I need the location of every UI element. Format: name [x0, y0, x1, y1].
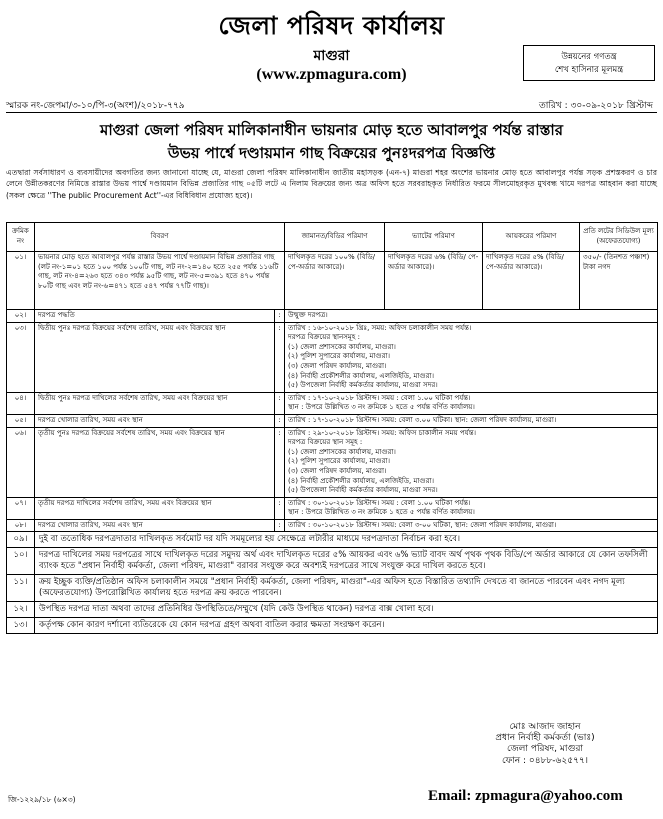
signatory-name: মোঃ আজাদ জাহান	[509, 722, 581, 732]
note-text: ক্রয় ইচ্ছুক ব্যক্তি/প্রতিষ্ঠান অফিস চলাকালীন সময়ে "প্রধান নির্বাহী কর্মকর্তা, জেলা পরিষদ, মাগুরা"-এর অফিস হতে বিস্তারিত তথ্যাদি দেখতে বা জানতে পারবেন এবং নগদ মূল্য (অফেরতযোগ্য) উপরোল্লিখিত কার্যালয় হতে দরপত্র ক্রয় করতে পারবেন।	[35, 575, 658, 602]
col-header-description: বিবরণ	[35, 223, 285, 252]
row-serial: ০৮।	[7, 519, 35, 532]
row-colon: :	[275, 322, 285, 392]
note-text: দুই বা ততোধিক দরপত্রদাতার দাখিলকৃত সর্বমোট দর যদি সমমূল্যের হয় সেক্ষেত্রে লটারীর মাধ্যমে দরপত্রদাতা নির্বাচন করা হবে।	[35, 532, 658, 548]
note-serial: ১৩।	[7, 618, 35, 634]
table-row	[7, 414, 658, 427]
intro-paragraph: এতদ্বারা সর্বসাধারণ ও ব্যবসায়ীদের অবগতির জন্য জানানো যাচ্ছে যে, মাগুরা জেলা পরিষদ মালিকানাধীন জাতীয় মহাসড়ক (এন-৭) মাগুরা শহর অংশের ভায়নার মোড় হতে আবালপুর পর্যন্ত সড়ক প্রশস্তকরণ ও চার লেনে উন্নীতকরণের নিমিত্তে রাস্তার উভয় পার্শ্বে দণ্ডায়মান বিভিন্ন প্রজাতির গাছ ০৫টি লটে এ নিলাম বিক্রয়ের জন্য অত্র অফিস হতে সরবরাহকৃত নির্ধারিত ফরমে সীলমোহরকৃত মুখবন্ধ খামে দরপত্র আহবান করা যাচ্ছে (সকল ক্ষেত্রে ''The public Procurement Act''-এর বিধিবিধান প্রযোজ্য হবে)।	[6, 168, 657, 200]
headline-line-1: মাগুরা জেলা পরিষদ মালিকানাধীন ভায়নার মোড় হতে আবালপুর পর্যন্ত রাস্তার	[100, 121, 563, 139]
row-value: তারিখ : ১৭-১০-২০১৮ খ্রিস্টাব্দ। সময়: বেলা ৩.০০ ঘটিকা। স্থান: জেলা পরিষদ কার্যালয়, মাগুরা।	[285, 414, 658, 427]
row-colon: :	[275, 519, 285, 532]
row-value: তারিখ : ১৬-১০-২০১৮ খ্রিঃ, সময়: অফিস চলাকালীন সময় পর্যন্ত। দরপত্র বিক্রয়ের স্থানসমূহ : (১) জেলা প্রশাসকের কার্যালয়, মাগুরা। (২) পুলিশ সুপারের কার্যালয়, মাগুরা। (৩) জেলা পরিষদ কার্যালয়, মাগুরা। (৪) নির্বাহী প্রকৌশলীর কার্যালয়, এলজিইডি, মাগুরা। (৫) উপজেলা নির্বাহী কর্মকর্তার কার্যালয়, মাগুরা সদর।	[285, 322, 658, 392]
col-header-tax: আয়করের পরিমাণ	[483, 223, 580, 252]
row-colon: :	[275, 414, 285, 427]
note-row	[7, 602, 658, 618]
row-description: ভায়নার মোড় হতে আবালপুর পর্যন্ত রাস্তার উভয় পার্শ্বে দণ্ডায়মান বিভিন্ন প্রজাতির গাছ (লট নং-১=০১ হতে ১০০ পর্যন্ত ১০০টি গাছ, লট নং-২=১৪০ হতে ২৫৫ পর্যন্ত ১১৬টি গাছ, লট নং-৪=২৬৩ হতে ৩৪৩ পর্যন্ত ৯৫টি গাছ, লট নং-৫=৩৯১ হতে ৪৭০ পর্যন্ত ৮০টি গাছ এবং লট নং-৬=৪৭১ হতে ৫৪৭ পর্যন্ত ৭৭টি গাছ)।	[35, 252, 285, 310]
row-value: তারিখ : ৩০-১০-২০১৮ খ্রিস্টাব্দ। সময়: বেলা ৩-০০ ঘটিকা, স্থান: জেলা পরিষদ কার্যালয়, মাগুরা।	[285, 519, 658, 532]
publication-code: জি-১২২৯/১৮ (৬×৩)	[8, 795, 76, 804]
note-row	[7, 575, 658, 602]
row-label: তৃতীয় পুনঃ দরপত্র বিক্রয়ের সর্বশেষ তারিখ, সময় এবং বিক্রয়ের স্থান	[35, 427, 275, 497]
note-serial: ১০।	[7, 548, 35, 575]
col-header-vat: ভ্যাটের পরিমাণ	[385, 223, 483, 252]
note-text: কর্তৃপক্ষ কোন কারণ দর্শানো ব্যতিরেকে যে কোন দরপত্র গ্রহণ অথবা বাতিল করার ক্ষমতা সংরক্ষণ করেন।	[35, 618, 658, 634]
signature-block	[445, 722, 645, 767]
signatory-designation: প্রধান নির্বাহী কর্মকর্তা (ভাঃ)	[495, 733, 595, 744]
note-serial: ১১।	[7, 575, 35, 602]
table-header-row	[7, 223, 658, 252]
note-row	[7, 532, 658, 548]
row-label: দরপত্র পদ্ধতি	[35, 310, 275, 323]
row-label: তৃতীয় দরপত্র দাখিলের সর্বশেষ তারিখ, সময় এবং বিক্রয়ের স্থান	[35, 497, 275, 519]
row-value: তারিখ : ২৯-১০-২০১৮ খ্রিস্টাব্দ। সময়: অফিস চাকালীন সময় পর্যন্ত। দরপত্র বিক্রয়ের স্থান সমূহ : (১) জেলা প্রশাসকের কার্যালয়, মাগুরা। (২) পুলিশ সুপারের কার্যালয়, মাগুরা। (৩) জেলা পরিষদ কার্যালয়, মাগুরা। (৪) নির্বাহী প্রকৌশলীর কার্যালয়, এলজিইডি, মাগুরা। (৫) উপজেলা নির্বাহী কর্মকর্তার কার্যালয়, মাগুরা সদর।	[285, 427, 658, 497]
note-text: উপস্থিত দরপত্র দাতা অথবা তাদের প্রতিনিধির উপস্থিতিতে/সম্মুখে (যদি কেউ উপস্থিত থাকেন) দরপত্র বাক্স খোলা হবে।	[35, 602, 658, 618]
row-value: তারিখ : ৩০-১০-২০১৮ খ্রিস্টাব্দ। সময় : বেলা ১.০০ ঘটিকা পর্যন্ত। স্থান : উপরে উল্লিখিত ৩ নং ক্রমিকে ১ হতে ৫ পর্যন্ত বর্ণিত কার্যালয়।	[285, 497, 658, 519]
table-row	[7, 392, 658, 414]
col-header-schedule-fee: প্রতি লটের সিডিউল মূল্য (অফেরতযোগ্য)	[580, 223, 658, 252]
table-row	[7, 519, 658, 532]
row-colon: :	[275, 427, 285, 497]
slogan-line-1: উন্নয়নের গণতন্ত্র	[561, 52, 617, 62]
note-serial: ১২।	[7, 602, 35, 618]
row-deposit: দাখিলকৃত দরের ১০০% (বিডি/পে-অর্ডার আকারে)।	[285, 252, 385, 310]
slogan-box	[523, 45, 655, 81]
row-label: দ্বিতীয় পুনঃ দরপত্র দাখিলের সর্বশেষ তারিখ, সময় এবং বিক্রয়ের স্থান	[35, 392, 275, 414]
headline-line-2: উভয় পার্শ্বে দণ্ডায়মান গাছ বিক্রয়ের পুনঃদরপত্র বিজ্ঞপ্তি	[167, 144, 496, 162]
memo-number: স্মারক নং-জেপমা/৩-১০/পি-৩(অংশ)/২০১৮-৭৭৯	[6, 101, 185, 111]
website-text[interactable]: (www.zpmagura.com)	[256, 66, 407, 83]
tender-table	[6, 222, 658, 634]
row-value: উন্মুক্ত দরপত্র।	[285, 310, 658, 323]
row-label: দ্বিতীয় পুনঃ দরপত্র বিক্রয়ের সর্বশেষ তারিখ, সময় এবং বিক্রয়ের স্থান	[35, 322, 275, 392]
table-row	[7, 252, 658, 310]
contact-email[interactable]: Email: zpmagura@yahoo.com	[428, 788, 623, 804]
row-colon: :	[275, 392, 285, 414]
row-serial: ০২।	[7, 310, 35, 323]
row-serial: ০৫।	[7, 414, 35, 427]
office-title: জেলা পরিষদ কার্যালয়	[218, 11, 445, 40]
row-serial: ০৩।	[7, 322, 35, 392]
table-row	[7, 427, 658, 497]
note-row	[7, 548, 658, 575]
table-row	[7, 310, 658, 323]
col-header-serial: ক্রমিক নং	[7, 223, 35, 252]
slogan-line-2: শেখ হাসিনার মূলমন্ত্র	[554, 65, 624, 75]
row-serial: ০৬।	[7, 427, 35, 497]
row-label: দরপত্র খোলার তারিখ, সময় এবং স্থান	[35, 519, 275, 532]
table-row	[7, 497, 658, 519]
row-vat: দাখিলকৃত দরের ৬% (বিডি/ পে-অর্ডার আকারে)।	[385, 252, 483, 310]
row-colon: :	[275, 310, 285, 323]
notice-date: তারিখ : ৩০-০৯-২০১৮ খ্রিস্টাব্দ	[538, 101, 653, 111]
row-colon: :	[275, 497, 285, 519]
col-header-deposit: জামানত/বিডির পরিমাণ	[285, 223, 385, 252]
signatory-office: জেলা পরিষদ, মাগুরা	[506, 744, 584, 755]
row-label: দরপত্র খোলার তারিখ, সময় এবং স্থান	[35, 414, 275, 427]
note-row	[7, 618, 658, 634]
row-serial: ০৪।	[7, 392, 35, 414]
row-tax: দাখিলকৃত দরের ৫% (বিডি/ পে-অর্ডার আকারে)।	[483, 252, 580, 310]
header-divider	[6, 112, 657, 113]
row-fee: ৩৫০/- (তিনশত পঞ্চাশ) টাকা নগদ	[580, 252, 658, 310]
table-row	[7, 322, 658, 392]
note-serial: ০৯।	[7, 532, 35, 548]
row-serial: ০১।	[7, 252, 35, 310]
district-name: মাগুরা	[313, 48, 350, 64]
note-text: দরপত্র দাখিলের সময় দরপত্রের সাথে দাখিলকৃত দরের সমুদয় অর্থ এবং দাখিলকৃত দরের ৫% আয়কর এবং ৬% ভ্যাট বাবদ অর্থ পৃথক পৃথক বিডি/পে অর্ডার আকারে যে কোন তফসিলী ব্যাংক হতে "প্রধান নির্বাহী কর্মকর্তা, জেলা পরিষদ, মাগুরা" বরাবর সংযুক্ত করে অবশ্যই দরপত্রের সাথে সংযুক্ত করে দাখিল করতে হবে।	[35, 548, 658, 575]
row-serial: ০৭।	[7, 497, 35, 519]
signatory-phone: ফোন : ০৪৮৮-৬২৫৭৭।	[501, 755, 589, 766]
row-value: তারিখ : ১৭-১০-২০১৮ খ্রিস্টাব্দ। সময় : বেলা ১.০০ ঘটিকা পর্যন্ত। স্থান : উপরে উল্লিখিত ৩ নং ক্রমিকে ১ হতে ৫ পর্যন্ত বর্ণিত কার্যালয়।	[285, 392, 658, 414]
